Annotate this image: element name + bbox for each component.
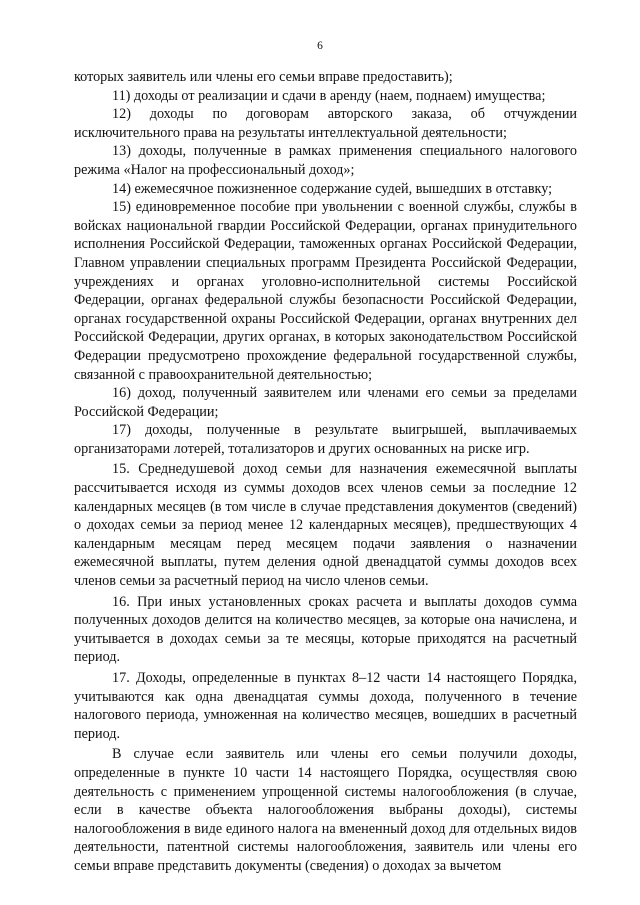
clause-17: 17. Доходы, определенные в пунктах 8–12 части 14 настоящего Порядка, учитываются как одна двенадцатая суммы дохода, полученного в течение налогового периода, умноженная на количество месяцев, вошедших в расчетный период. [74,670,577,742]
clause-16: 16. При иных установленных сроках расчета и выплаты доходов сумма полученных доходов делится на количество месяцев, за которые она начислена, и учитывается в доходах семьи за те месяцы, которые приходятся на расчетный период. [74,593,577,666]
clause-17-paragraph: В случае если заявитель или члены его семьи получили доходы, определенные в пункте 10 части 14 настоящего Порядка, осуществляя свою деятельность с применением упрощенной системы налогообложения (в случае, если в качестве объекта налогообложения выбраны доходы), системы налогообложения в виде единого налога на вмененный доход для отдельных видов деятельности, патентной системы налогообложения, заявитель или члены его семьи вправе представить документы (сведения) о доходах за вычетом [74,746,577,874]
list-item-14: 14) ежемесячное пожизненное содержание судей, вышедших в отставку; [112,180,553,197]
list-item-17: 17) доходы, полученные в результате выигрышей, выплачиваемых организаторами лотерей, тотализаторов и других основанных на риске игр. [74,422,577,457]
list-item-15: 15) единовременное пособие при увольнении с военной службы, службы в войсках национальной гвардии Российской Федерации, органах принудительного исполнения Российской Федерации, таможенных органах Российской Федерации, Главном управлении специальных программ Президента Российской Федерации, учреждениях и органах уголовно-исполнительной системы Российской Федерации, органах федеральной службы безопасности Российской Федерации, органах государственной охраны Российской Федерации, органах внутренних дел Российской Федерации, других органах, в которых законодательством Российской Федерации предусмотрено прохождение федеральной государственной службы, связанной с правоохранительной деятельностью; [74,199,577,383]
list-item-13: 13) доходы, полученные в рамках применения специального налогового режима «Налог на профессиональный доход»; [74,143,577,178]
list-item-11: 11) доходы от реализации и сдачи в аренду (наем, поднаем) имущества; [112,87,546,104]
document-body [74,68,577,876]
paragraph-continuation: которых заявитель или члены его семьи вправе предоставить); [74,69,453,85]
clause-15: 15. Среднедушевой доход семьи для назначения ежемесячной выплаты рассчитывается исходя из суммы доходов всех членов семьи за последние 12 календарных месяцев (в том числе в случае представления документов (сведений) о доходах семьи за период менее 12 календарных месяцев), предшествующих 4 календарным месяцам перед месяцем подачи заявления о назначении ежемесячной выплаты, путем деления одной двенадцатой суммы доходов всех членов семьи за расчетный период на число членов семьи. [74,461,577,590]
list-item-16: 16) доход, полученный заявителем или членами его семьи за пределами Российской Федерации; [74,385,577,420]
page-number: 6 [317,40,323,52]
list-item-12: 12) доходы по договорам авторского заказа, об отчуждении исключительного права на результаты интеллектуальной деятельности; [74,106,577,141]
